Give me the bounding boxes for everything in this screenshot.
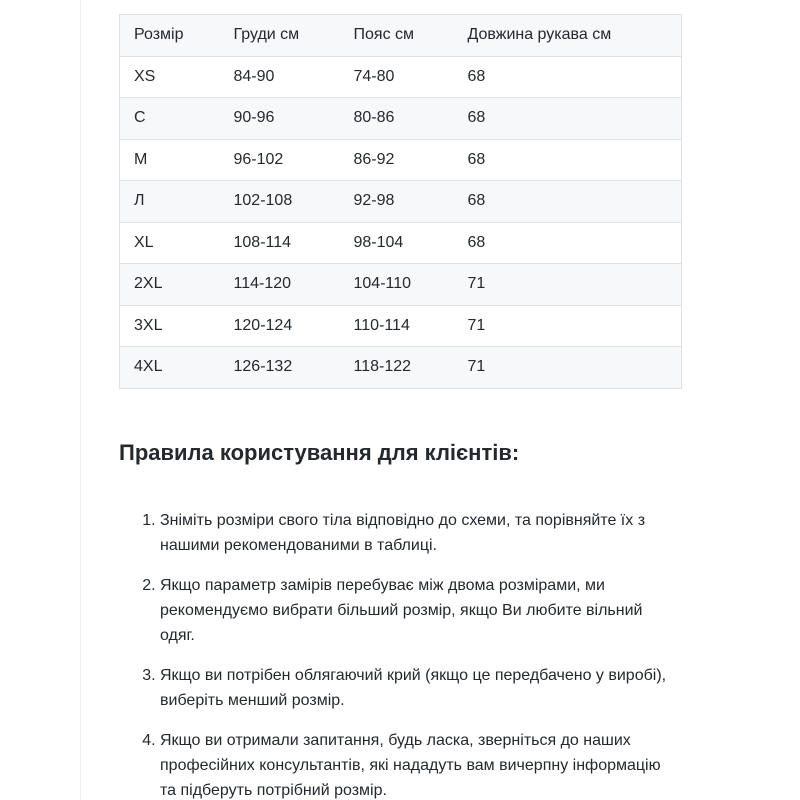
cell-size: 3XL (120, 305, 220, 347)
cell-sleeve: 68 (454, 56, 682, 98)
table-row (120, 139, 682, 181)
cell-waist: 110-114 (340, 305, 454, 347)
cell-size: XL (120, 222, 220, 264)
rule-item: 3. Якщо ви потрібен облягаючий крий (якщо це передбачено у виробі), виберіть менший розмір. (160, 663, 679, 713)
cell-size: 2XL (120, 264, 220, 306)
rule-item: 4. Якщо ви отримали запитання, будь ласка, зверніться до наших професійних консультантів, які нададуть вам вичерпну інформацію та підберуть потрібний розмір. (160, 728, 679, 800)
table-row (120, 56, 682, 98)
rules-list (119, 508, 679, 800)
table-row (120, 181, 682, 223)
cell-chest: 114-120 (220, 264, 340, 306)
cell-chest: 120-124 (220, 305, 340, 347)
cell-waist: 92-98 (340, 181, 454, 223)
cell-waist: 104-110 (340, 264, 454, 306)
table-row (120, 98, 682, 140)
column-header-sleeve: Довжина рукава см (454, 15, 682, 57)
cell-waist: 98-104 (340, 222, 454, 264)
cell-chest: 108-114 (220, 222, 340, 264)
cell-size: 4XL (120, 347, 220, 389)
cell-waist: 74-80 (340, 56, 454, 98)
rule-item: 1. Зніміть розміри свого тіла відповідно до схеми, та порівняйте їх з нашими рекомендованими в таблиці. (160, 508, 679, 558)
rule-item: 2. Якщо параметр замірів перебуває між двома розмірами, ми рекомендуємо вибрати більший розмір, якщо Ви любите вільний одяг. (160, 573, 679, 648)
cell-waist: 80-86 (340, 98, 454, 140)
cell-chest: 84-90 (220, 56, 340, 98)
cell-sleeve: 68 (454, 222, 682, 264)
cell-waist: 118-122 (340, 347, 454, 389)
cell-sleeve: 68 (454, 139, 682, 181)
page-divider (80, 0, 81, 800)
cell-chest: 102-108 (220, 181, 340, 223)
cell-chest: 90-96 (220, 98, 340, 140)
cell-sleeve: 71 (454, 305, 682, 347)
column-header-waist: Пояс см (340, 15, 454, 57)
table-header-row (120, 15, 682, 57)
size-chart-table (119, 14, 682, 389)
cell-size: С (120, 98, 220, 140)
column-header-chest: Груди см (220, 15, 340, 57)
cell-waist: 86-92 (340, 139, 454, 181)
column-header-size: Розмір (120, 15, 220, 57)
cell-sleeve: 68 (454, 181, 682, 223)
cell-sleeve: 71 (454, 264, 682, 306)
cell-size: XS (120, 56, 220, 98)
cell-size: M (120, 139, 220, 181)
cell-size: Л (120, 181, 220, 223)
cell-sleeve: 71 (454, 347, 682, 389)
rules-heading: Правила користування для клієнтів: (119, 440, 520, 465)
cell-chest: 126-132 (220, 347, 340, 389)
table-row (120, 264, 682, 306)
table-row (120, 222, 682, 264)
cell-chest: 96-102 (220, 139, 340, 181)
cell-sleeve: 68 (454, 98, 682, 140)
table-row (120, 305, 682, 347)
table-row (120, 347, 682, 389)
